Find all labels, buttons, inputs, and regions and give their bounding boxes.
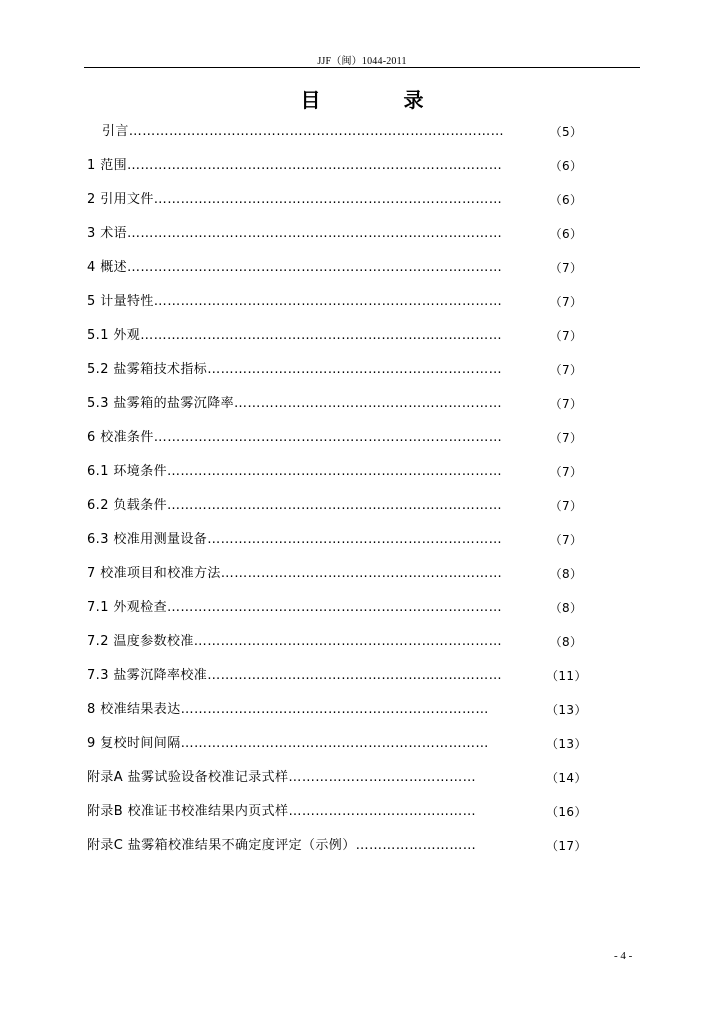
toc-entry-text: 5.1 外观……………………………………………………………………… bbox=[87, 328, 503, 343]
toc-entry-7-2[interactable] bbox=[87, 630, 582, 654]
toc-entry-page: （13） bbox=[546, 703, 587, 717]
toc-entry-overview[interactable] bbox=[87, 256, 582, 280]
toc-entry-page: （16） bbox=[546, 805, 587, 819]
toc-entry-page: （14） bbox=[546, 771, 587, 785]
toc-entry-text: 附录C 盐雾箱校准结果不确定度评定（示例）……………………… bbox=[87, 838, 477, 853]
toc-entry-appendix-a[interactable] bbox=[87, 766, 587, 790]
toc-entry-text: 5.3 盐雾箱的盐雾沉降率…………………………………………………… bbox=[87, 396, 503, 411]
toc-entry-text: 1 范围………………………………………………………………………… bbox=[87, 158, 503, 173]
toc-entry-page: （7） bbox=[549, 533, 583, 547]
toc-entry-metrological-characteristics[interactable] bbox=[87, 290, 582, 314]
toc-entry-7-1[interactable] bbox=[87, 596, 582, 620]
toc-entry-appendix-c[interactable] bbox=[87, 834, 587, 858]
toc-entry-page: （8） bbox=[549, 635, 583, 649]
toc-entry-text: 6.2 负载条件………………………………………………………………… bbox=[87, 498, 503, 513]
toc-title: 目 录 bbox=[300, 88, 462, 112]
header-rule bbox=[84, 67, 640, 68]
toc-entry-page: （7） bbox=[549, 431, 583, 445]
toc-entry-page: （6） bbox=[549, 159, 583, 173]
toc-entry-references[interactable] bbox=[87, 188, 582, 212]
toc-entry-text: 2 引用文件…………………………………………………………………… bbox=[87, 192, 503, 207]
toc-entry-7-3[interactable] bbox=[87, 664, 587, 688]
toc-entry-result-expression[interactable] bbox=[87, 698, 587, 722]
toc-list bbox=[0, 116, 724, 876]
toc-entry-recalibration-interval[interactable] bbox=[87, 732, 587, 756]
toc-entry-page: （5） bbox=[549, 125, 583, 139]
toc-entry-text: 5 计量特性…………………………………………………………………… bbox=[87, 294, 503, 309]
toc-entry-page: （7） bbox=[549, 329, 583, 343]
toc-entry-text: 3 术语………………………………………………………………………… bbox=[87, 226, 503, 241]
toc-entry-text: 6 校准条件…………………………………………………………………… bbox=[87, 430, 503, 445]
toc-entry-page: （7） bbox=[549, 397, 583, 411]
toc-entry-page: （7） bbox=[549, 499, 583, 513]
toc-entry-appendix-b[interactable] bbox=[87, 800, 587, 824]
toc-entry-page: （7） bbox=[549, 295, 583, 309]
toc-entry-page: （11） bbox=[546, 669, 587, 683]
toc-entry-text: 7.2 温度参数校准…………………………………………………………… bbox=[87, 634, 503, 649]
toc-entry-text: 8 校准结果表达…………………………………………………………… bbox=[87, 702, 489, 717]
toc-entry-page: （8） bbox=[549, 567, 583, 581]
toc-entry-text: 引言………………………………………………………………………… bbox=[102, 124, 504, 139]
toc-entry-terms[interactable] bbox=[87, 222, 582, 246]
toc-entry-page: （6） bbox=[549, 193, 583, 207]
toc-entry-intro[interactable] bbox=[102, 120, 582, 144]
toc-entry-page: （6） bbox=[549, 227, 583, 241]
running-header: JJF（闽）1044-2011 bbox=[317, 56, 407, 67]
toc-entry-6-1[interactable] bbox=[87, 460, 582, 484]
toc-entry-page: （7） bbox=[549, 363, 583, 377]
toc-entry-text: 7 校准项目和校准方法……………………………………………………… bbox=[87, 566, 503, 581]
toc-entry-text: 5.2 盐雾箱技术指标………………………………………………………… bbox=[87, 362, 503, 377]
toc-entry-page: （7） bbox=[549, 261, 583, 275]
toc-entry-text: 4 概述………………………………………………………………………… bbox=[87, 260, 503, 275]
toc-entry-page: （13） bbox=[546, 737, 587, 751]
toc-entry-page: （8） bbox=[549, 601, 583, 615]
toc-entry-text: 6.1 环境条件………………………………………………………………… bbox=[87, 464, 503, 479]
toc-entry-text: 附录B 校准证书校准结果内页式样…………………………………… bbox=[87, 804, 477, 819]
toc-entry-text: 6.3 校准用测量设备………………………………………………………… bbox=[87, 532, 503, 547]
toc-entry-5-3[interactable] bbox=[87, 392, 582, 416]
toc-entry-5-2[interactable] bbox=[87, 358, 582, 382]
toc-entry-text: 7.1 外观检查………………………………………………………………… bbox=[87, 600, 503, 615]
toc-entry-text: 附录A 盐雾试验设备校准记录式样…………………………………… bbox=[87, 770, 477, 785]
toc-entry-6-3[interactable] bbox=[87, 528, 582, 552]
toc-entry-5-1[interactable] bbox=[87, 324, 582, 348]
toc-entry-page: （17） bbox=[546, 839, 587, 853]
toc-entry-scope[interactable] bbox=[87, 154, 582, 178]
page-number: - 4 - bbox=[614, 950, 633, 962]
toc-entry-text: 9 复校时间间隔…………………………………………………………… bbox=[87, 736, 489, 751]
toc-entry-calibration-conditions[interactable] bbox=[87, 426, 582, 450]
toc-entry-text: 7.3 盐雾沉降率校准………………………………………………………… bbox=[87, 668, 503, 683]
toc-entry-calibration-items-methods[interactable] bbox=[87, 562, 582, 586]
toc-entry-6-2[interactable] bbox=[87, 494, 582, 518]
toc-entry-page: （7） bbox=[549, 465, 583, 479]
